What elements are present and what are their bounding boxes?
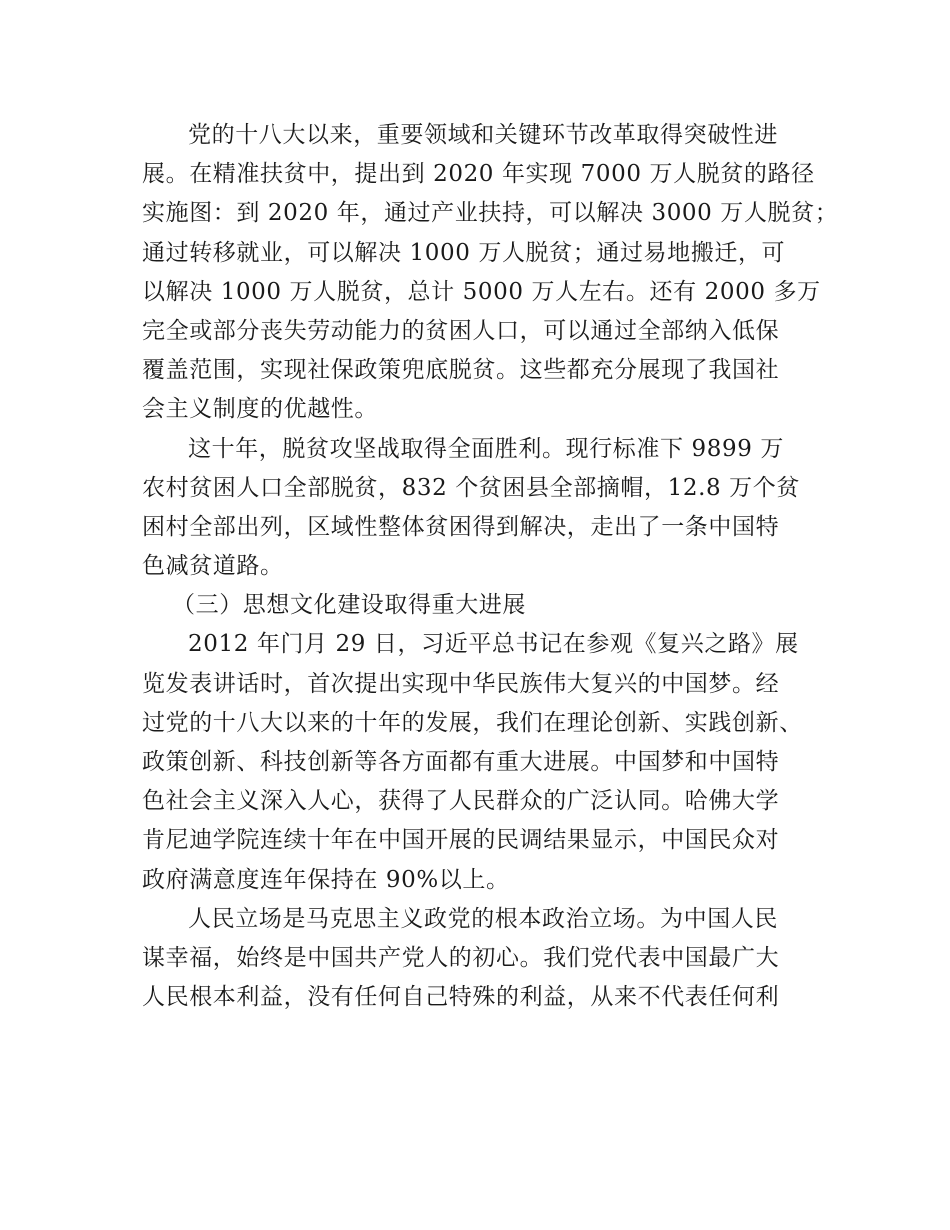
text-line: 党的十八大以来，重要领域和关键环节改革取得突破性进 [188, 122, 778, 148]
text-line: 这十年，脱贫攻坚战取得全面胜利。现行标准下 9899 万 [188, 435, 784, 462]
text-line: 会主义制度的优越性。 [142, 396, 378, 423]
text-line: 人民立场是马克思主义政党的根本政治立场。为中国人民 [188, 905, 778, 932]
text-line: 过党的十八大以来的十年的发展，我们在理论创新、实践创新、 [142, 709, 803, 736]
text-line: 通过转移就业，可以解决 1000 万人脱贫；通过易地搬迁，可 [142, 239, 786, 266]
text-line: 困村全部出列，区域性整体贫困得到解决，走出了一条中国特 [142, 513, 780, 540]
text-line: 肯尼迪学院连续十年在中国开展的民调结果显示，中国民众对 [142, 827, 780, 854]
text-line: 政策创新、科技创新等各方面都有重大进展。中国梦和中国特 [142, 749, 780, 775]
document-body [142, 116, 842, 1017]
section-heading: （三）思想文化建设取得重大进展 [172, 592, 526, 619]
text-line: 人民根本利益，没有任何自己特殊的利益，从来不代表任何利 [142, 984, 780, 1011]
text-line: 完全或部分丧失劳动能力的贫困人口，可以通过全部纳入低保 [142, 317, 780, 344]
text-line: 展。在精准扶贫中，提出到 2020 年实现 7000 万人脱贫的路径 [142, 161, 815, 188]
text-line: 谋幸福，始终是中国共产党人的初心。我们党代表中国最广大 [142, 944, 780, 971]
text-line: 色社会主义深入人心，获得了人民群众的广泛认同。哈佛大学 [142, 788, 780, 815]
text-line: 色减贫道路。 [142, 553, 284, 580]
text-line: 以解决 1000 万人脱贫，总计 5000 万人左右。还有 2000 多万 [142, 278, 821, 305]
text-line: 农村贫困人口全部脱贫，832 个贫困县全部摘帽，12.8 万个贫 [142, 474, 800, 501]
text-line: 览发表讲话时，首次提出实现中华民族伟大复兴的中国梦。经 [142, 670, 780, 697]
text-line: 实施图：到 2020 年，通过产业扶持，可以解决 3000 万人脱贫； [142, 200, 839, 227]
text-line: 2012 年门月 29 日，习近平总书记在参观《复兴之路》展 [188, 631, 799, 658]
text-line: 覆盖范围，实现社保政策兜底脱贫。这些都充分展现了我国社 [142, 357, 780, 384]
text-line: 政府满意度连年保持在 90%以上。 [142, 866, 510, 893]
